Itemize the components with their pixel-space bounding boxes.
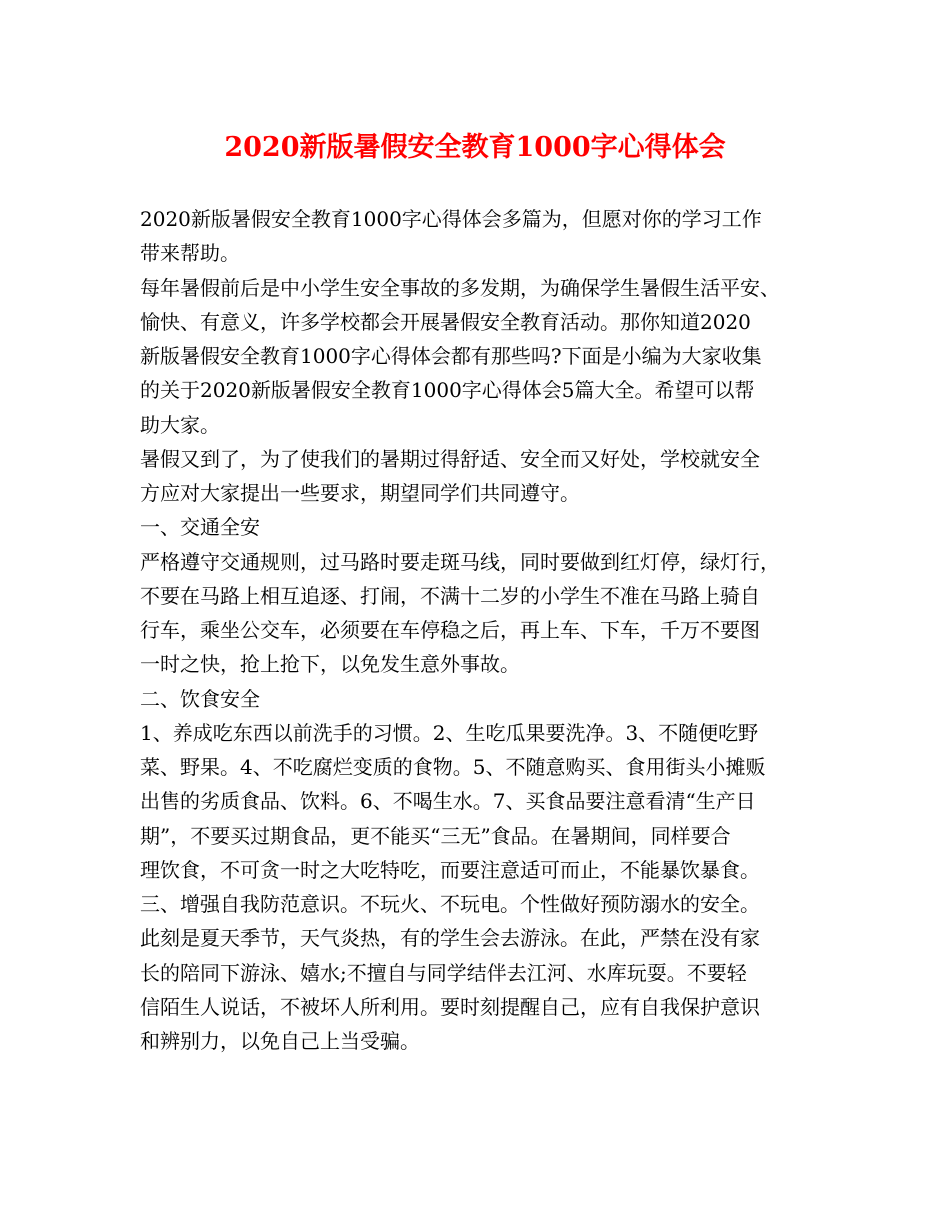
text-line: 长的陪同下游泳、嬉水;不擅自与同学结伴去江河、水库玩耍。不要轻 bbox=[140, 960, 747, 985]
text-line: 期”，不要买过期食品，更不能买“三无”食品。在暑期间，同样要合 bbox=[140, 823, 731, 848]
document-body bbox=[140, 202, 830, 1058]
text-line: 理饮食，不可贪一时之大吃特吃，而要注意适可而止，不能暴饮暴食。 bbox=[140, 857, 760, 882]
text-line: 方应对大家提出一些要求，期望同学们共同遵守。 bbox=[140, 481, 580, 505]
section-heading: 二、饮食安全 bbox=[140, 686, 260, 711]
text-line: 暑假又到了，为了使我们的暑期过得舒适、安全而又好处，学校就安全 bbox=[140, 446, 760, 471]
text-line: 菜、野果。4、不吃腐烂变质的食物。5、不随意购买、食用街头小摊贩 bbox=[140, 755, 766, 779]
text-line: 此刻是夏天季节，天气炎热，有的学生会去游泳。在此，严禁在没有家 bbox=[140, 926, 760, 951]
text-line: 信陌生人说话，不被坏人所利用。要时刻提醒自己，应有自我保护意识 bbox=[140, 994, 760, 1019]
text-line: 带来帮助。 bbox=[140, 241, 240, 266]
text-line: 2020新版暑假安全教育1000字心得体会多篇为，但愿对你的学习工作 bbox=[140, 207, 762, 231]
text-line: 严格遵守交通规则，过马路时要走斑马线，同时要做到红灯停，绿灯行， bbox=[140, 549, 780, 574]
section-heading: 一、交通全安 bbox=[140, 515, 260, 540]
document-title: 2020新版暑假安全教育1000字心得体会 bbox=[224, 132, 726, 163]
text-line: 1、养成吃东西以前洗手的习惯。2、生吃瓜果要洗净。3、不随便吃野 bbox=[140, 720, 759, 745]
text-line: 和辨别力，以免自己上当受骗。 bbox=[140, 1029, 420, 1053]
text-line: 行车，乘坐公交车，必须要在车停稳之后，再上车、下车，千万不要图 bbox=[140, 618, 760, 642]
text-line: 愉快、有意义，许多学校都会开展暑假安全教育活动。那你知道2020 bbox=[140, 309, 751, 334]
text-line: 新版暑假安全教育1000字心得体会都有那些吗?下面是小编为大家收集 bbox=[140, 344, 762, 368]
text-line: 的关于2020新版暑假安全教育1000字心得体会5篇大全。希望可以帮 bbox=[140, 378, 755, 403]
section-heading: 三、增强自我防范意识。不玩火、不玩电。个性做好预防溺水的安全。 bbox=[140, 892, 760, 916]
text-line: 助大家。 bbox=[140, 412, 220, 437]
text-line: 一时之快，抢上抢下，以免发生意外事故。 bbox=[140, 652, 520, 677]
text-line: 每年暑假前后是中小学生安全事故的多发期，为确保学生暑假生活平安、 bbox=[140, 275, 780, 300]
text-line: 不要在马路上相互追逐、打闹，不满十二岁的小学生不准在马路上骑自 bbox=[140, 583, 760, 608]
text-line: 出售的劣质食品、饮料。6、不喝生水。7、买食品要注意看清“生产日 bbox=[140, 789, 756, 814]
